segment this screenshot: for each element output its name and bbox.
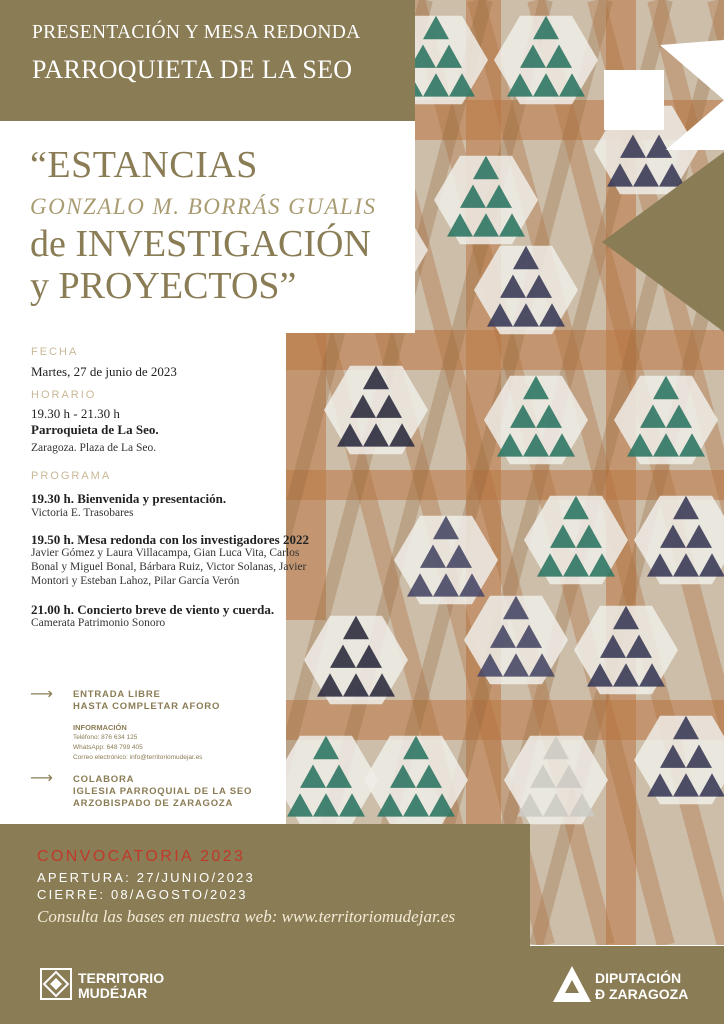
convocatoria-title: CONVOCATORIA 2023 [37, 848, 246, 865]
programa-item-speaker: Camerata Patrimonio Sonoro [31, 617, 166, 629]
event-kicker: PRESENTACIÓN Y MESA REDONDA [32, 22, 361, 43]
entry-line-2: HASTA COMPLETAR AFORO [73, 701, 221, 712]
logo-left-line-2: MUDÉJAR [78, 985, 148, 1001]
convocatoria-cierre: CIERRE: 08/AGOSTO/2023 [37, 887, 248, 902]
convocatoria-web-link[interactable]: Consulta las bases en nuestra web: www.territoriomudejar.es [37, 907, 456, 926]
info-phone: Teléfono: 876 634 125 [73, 734, 138, 741]
fecha-label: FECHA [31, 346, 79, 358]
programa-label: PROGRAMA [31, 470, 112, 482]
logo-left-line-1: TERRITORIO [78, 970, 165, 986]
collab-line-2: ARZOBISPADO DE ZARAGOZA [73, 798, 234, 809]
diputacion-zaragoza-logo [553, 966, 591, 1002]
info-whatsapp: WhatsApp: 648 799 405 [73, 744, 143, 751]
horario-address: Zaragoza. Plaza de La Seo. [31, 442, 157, 454]
fecha-value: Martes, 27 de junio de 2023 [31, 364, 177, 379]
collab-title: COLABORA [73, 774, 135, 785]
horario-place: Parroquieta de La Seo. [31, 422, 159, 437]
programa-item-title: 21.00 h. Concierto breve de viento y cuerda. [31, 602, 275, 617]
horario-label: HORARIO [31, 389, 97, 401]
arrow-right-icon: ⟶ [30, 684, 53, 703]
territorio-mudejar-logo [40, 968, 72, 1000]
info-title: INFORMACIÓN [73, 723, 127, 732]
title-line-2: de INVESTIGACIÓN [30, 223, 371, 265]
collab-line-1: IGLESIA PARROQUIAL DE LA SEO [73, 786, 253, 797]
arrow-right-icon: ⟶ [30, 768, 53, 787]
horario-time: 19.30 h - 21.30 h [31, 406, 120, 421]
white-square-decoration [604, 70, 664, 130]
programa-item-speaker: Montori y Esteban Lahoz, Pilar García Verón [31, 575, 240, 587]
title-author: GONZALO M. BORRÁS GUALIS [30, 194, 377, 219]
info-email: Correo electrónico: info@territoriomudejar.es [73, 754, 203, 761]
entry-line-1: ENTRADA LIBRE [73, 689, 161, 700]
programa-item-speaker: Bonal y Miguel Bonal, Bárbara Ruiz, Victor Solanas, Javier [31, 561, 307, 573]
programa-item-title: 19.50 h. Mesa redonda con los investigadores 2022 [31, 532, 309, 547]
convocatoria-band [0, 824, 530, 946]
title-line-3: y PROYECTOS” [30, 265, 297, 307]
event-venue: PARROQUIETA DE LA SEO [32, 55, 353, 84]
title-line-1: “ESTANCIAS [30, 144, 258, 186]
programa-item-speaker: Javier Gómez y Laura Villacampa, Gian Luca Vita, Carlos [31, 547, 300, 559]
convocatoria-apertura: APERTURA: 27/JUNIO/2023 [37, 870, 255, 885]
logo-right-line-2: Ð ZARAGOZA [595, 986, 689, 1002]
programa-item-title: 19.30 h. Bienvenida y presentación. [31, 491, 227, 506]
programa-item-speaker: Victoria E. Trasobares [31, 507, 134, 519]
white-chevron-decoration [660, 40, 724, 150]
gold-arrow-decoration [602, 152, 724, 332]
logo-right-line-1: DIPUTACIÓN [595, 970, 682, 986]
